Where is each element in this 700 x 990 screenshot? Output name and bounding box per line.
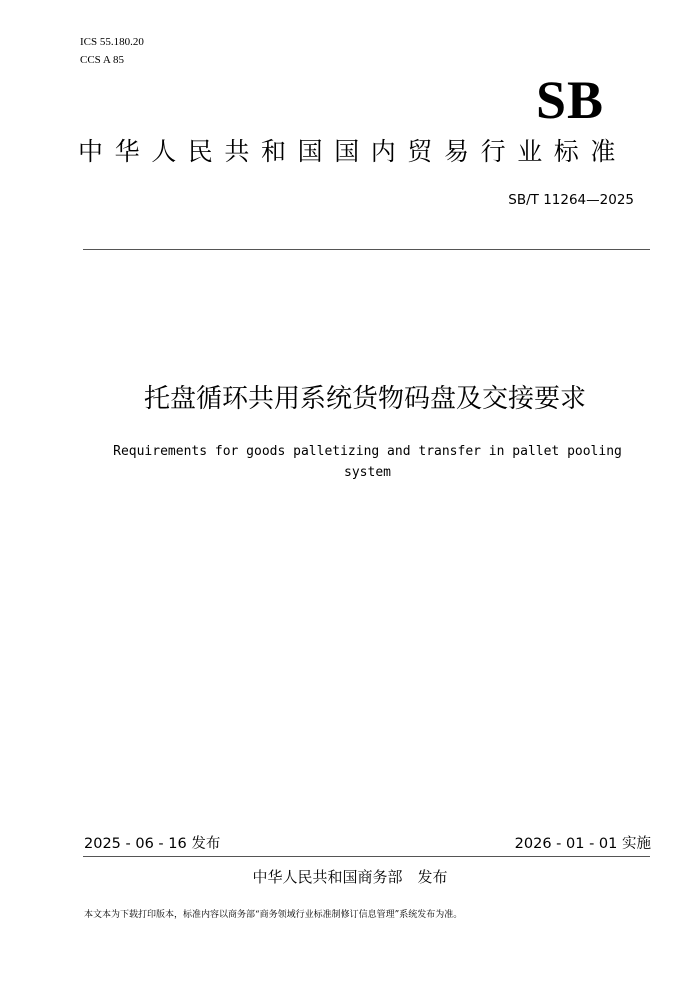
ics-code: ICS 55.180.20 (80, 36, 144, 48)
sb-logo: SB (535, 70, 604, 130)
bottom-divider (83, 856, 650, 857)
issue-date: 2025 - 06 - 16 发布 (84, 836, 221, 852)
title-chinese: 托盘循环共用系统货物码盘及交接要求 (143, 384, 586, 414)
implementation-date: 2026 - 01 - 01 实施 (514, 836, 651, 852)
standard-number: SB/T 11264—2025 (508, 192, 634, 208)
standard-type-heading: 中华人民共和国国内贸易行业标准 (78, 137, 628, 166)
ccs-code: CCS A 85 (80, 54, 125, 66)
issuing-authority: 中华人民共和国商务部 发布 (252, 868, 448, 886)
download-footnote: 本文本为下载打印版本，标准内容以商务部“商务领域行业标准制修订信息管理”系统发布为准。 (84, 910, 463, 920)
title-english: Requirements for goods palletizing and transfer in pallet pooling system (113, 444, 622, 480)
top-divider (83, 249, 650, 250)
